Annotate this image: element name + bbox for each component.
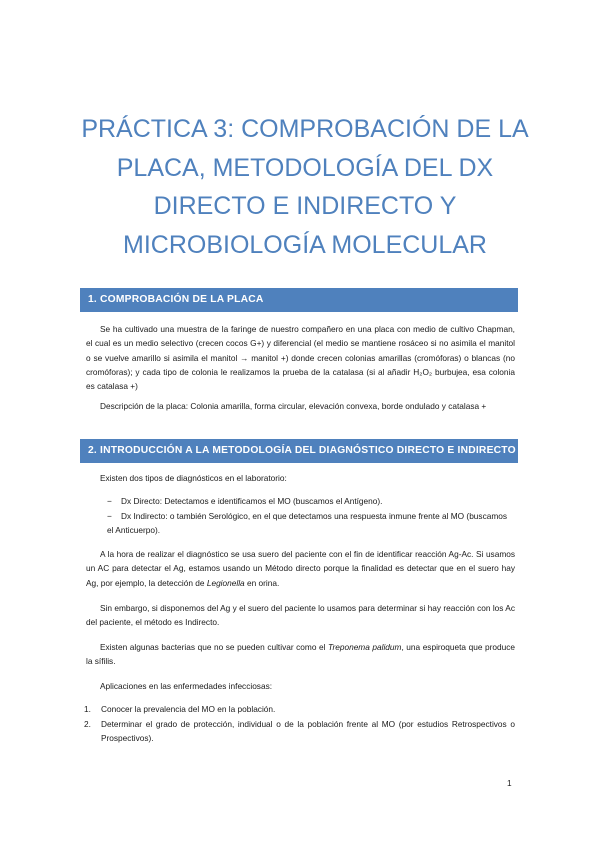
bullet-indirect-text: Dx Indirecto: o también Serológico, en el que detectamos una respuesta inmune frente al MO (buscamos el Anticuerpo). bbox=[107, 511, 508, 536]
paragraph-diagnosis-italic: Legionella bbox=[206, 577, 245, 588]
section-heading-2: 2. INTRODUCCIÓN A LA METODOLOGÍA DEL DIAGNÓSTICO DIRECTO E INDIRECTO bbox=[80, 439, 518, 463]
paragraph-applications bbox=[86, 679, 515, 693]
list-item bbox=[84, 717, 515, 746]
title-line-3: DIRECTO E INDIRECTO Y bbox=[153, 192, 457, 220]
paragraph-treponema-italic: Treponema palidum bbox=[328, 642, 402, 652]
paragraph-chapman-text: Se ha cultivado una muestra de la faringe de nuestro compañero en una placa con medio de cultivo Chapman, el cual es un medio selectivo (crecen cocos G+) y diferencial (el medio se mantiene rosáceo si no asimila el manitol o se vuelve amarillo si asimila el manitol → manitol +) donde crecen colonias amarillas (cromóforas) o blancas (no cromóforas); y cada tipo de colonia le realizamos la prueba de la catalasa (si al añadir H₂O₂ burbujea, esa colonia es catalasa +) bbox=[86, 324, 515, 392]
bullet-direct-text: Dx Directo: Detectamos e identificamos el MO (buscamos el Antígeno). bbox=[121, 496, 383, 506]
paragraph-treponema-text-a: Existen algunas bacterias que no se pueden cultivar como el bbox=[100, 642, 329, 652]
bullet-dash: − bbox=[107, 496, 112, 506]
title-line-1: PRÁCTICA 3: COMPROBACIÓN DE LA bbox=[81, 115, 529, 143]
list-item-protection: Determinar el grado de protección, individual o de la población frente al MO (por estudios Retrospectivos o Prospectivos). bbox=[101, 719, 515, 744]
paragraph-diagnosis-text-a: A la hora de realizar el diagnóstico se usa suero del paciente con el fin de identificar reacción Ag-Ac. Si usamos un AC para detectar el Ag, estamos usando un Método directo porque la finalidad es detectar que en el suero hay Ag, por ejemplo, la detección de bbox=[86, 549, 515, 588]
list-item bbox=[107, 494, 515, 508]
title-line-2: PLACA, METODOLOGÍA DEL DX bbox=[116, 153, 494, 182]
paragraph-treponema bbox=[86, 640, 515, 669]
list-number: 2. bbox=[84, 719, 91, 729]
paragraph-chapman bbox=[86, 322, 515, 393]
paragraph-diagnosis bbox=[86, 547, 515, 590]
list-item bbox=[107, 509, 515, 538]
paragraph-intro-text: Existen dos tipos de diagnósticos en el laboratorio: bbox=[100, 473, 287, 483]
paragraph-plate-description-text: Descripción de la placa: Colonia amarilla, forma circular, elevación convexa, borde ondulado y catalasa + bbox=[100, 401, 487, 411]
list-item-prevalence: Conocer la prevalencia del MO en la población. bbox=[101, 704, 276, 714]
paragraph-plate-description bbox=[86, 399, 515, 413]
section-heading-1: 1. COMPROBACIÓN DE LA PLACA bbox=[80, 288, 518, 312]
paragraph-intro bbox=[86, 471, 515, 485]
paragraph-diagnosis-text-b: en orina. bbox=[244, 577, 280, 588]
list-item bbox=[84, 702, 515, 716]
bullet-dash: − bbox=[107, 511, 112, 521]
page-title bbox=[70, 110, 540, 264]
paragraph-indirect-method-text: Sin embargo, si disponemos del Ag y el suero del paciente lo usamos para determinar si hay reacción con los Ac del paciente, el método es Indirecto. bbox=[86, 603, 515, 628]
title-line-4: MICROBIOLOGÍA MOLECULAR bbox=[123, 230, 487, 259]
paragraph-treponema-text-b: , una espiroqueta que produce la sífilis. bbox=[86, 642, 515, 667]
list-number: 1. bbox=[84, 704, 91, 714]
paragraph-indirect-method bbox=[86, 601, 515, 630]
paragraph-applications-text: Aplicaciones en las enfermedades infecciosas: bbox=[100, 681, 273, 691]
page-number: 1 bbox=[507, 778, 512, 788]
